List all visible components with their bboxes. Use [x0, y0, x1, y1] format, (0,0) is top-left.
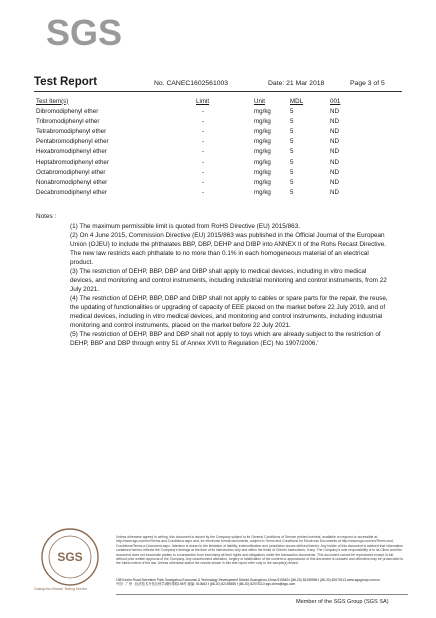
result-cell: ND [330, 117, 339, 125]
column-header-unit: Unit [254, 97, 266, 105]
unit-cell: mg/kg [254, 117, 271, 125]
result-cell: ND [330, 127, 339, 135]
unit-cell: mg/kg [254, 168, 271, 176]
test-item-cell: Dibromodiphenyl ether [36, 107, 99, 115]
column-header-mdl: MDL [290, 97, 304, 105]
test-item-cell: Octabromodiphenyl ether [36, 168, 106, 176]
limit-cell: - [202, 158, 205, 166]
table-row [36, 106, 370, 116]
footer-address [116, 578, 404, 587]
column-header-limit: Limit [196, 97, 210, 105]
table-row [36, 188, 370, 198]
limit-cell: - [202, 138, 205, 146]
limit-cell: - [202, 168, 205, 176]
limit-cell: - [202, 127, 205, 135]
result-cell: ND [330, 168, 339, 176]
result-cell: ND [330, 107, 339, 115]
svg-text:SGS: SGS [57, 550, 83, 564]
results-table [36, 96, 370, 198]
column-header-sample-001: 001 [330, 97, 341, 105]
test-item-cell: Tribromodiphenyl ether [36, 117, 100, 125]
footer-address-chinese: 中国 · 广州 · 经济技术开发区科学城科珠路198号 邮编: 510663 t (86-20) 82155555 f (86-20) 82075113 sgs.china@sgs.com [116, 582, 296, 587]
test-item-cell: Hexabromodiphenyl ether [36, 148, 107, 156]
table-row [36, 137, 370, 147]
table-row [36, 126, 370, 136]
company-seal [40, 527, 100, 587]
unit-cell: mg/kg [254, 138, 271, 146]
mdl-cell: 5 [290, 158, 294, 166]
mdl-cell: 5 [290, 178, 294, 186]
mdl-cell: 5 [290, 107, 294, 115]
unit-cell: mg/kg [254, 189, 271, 197]
limit-cell: - [202, 107, 205, 115]
page-number: Page 3 of 5 [350, 80, 385, 87]
test-item-cell: Heptabromodiphenyl ether [36, 158, 109, 166]
report-date: Date: 21 Mar 2018 [268, 80, 325, 87]
limit-cell: - [202, 148, 205, 156]
footer-address-english: 198 Kezhu Road,Scientech Park Guangzhou Economic & Technology Development District,Guangzhou,China 510663 t (86-20) 82155555 f (86-20) 82075113 www.sgsgroup.com.cn [116, 578, 380, 582]
notes-list [70, 222, 388, 348]
sgs-member-text: Member of the SGS Group (SGS SA) [296, 599, 389, 605]
mdl-cell: 5 [290, 148, 294, 156]
report-number: No. CANEC1602561003 [154, 80, 229, 87]
unit-cell: mg/kg [254, 158, 271, 166]
svg-text:SGS: SGS [45, 12, 123, 53]
note-item: (1) The maximum permissible limit is quoted from RoHS Directive (EU) 2015/863. [70, 223, 301, 230]
footer-divider [116, 594, 408, 595]
note-item: (5) The restriction of DEHP, BBP and DBP shall not apply to toys which are already subject to the restriction of DEHP, BBP and DBP through entry 51 of Annex XVII to Regulation (EC) No 1907/2006.' [70, 331, 381, 347]
mdl-cell: 5 [290, 127, 294, 135]
unit-cell: mg/kg [254, 107, 271, 115]
column-header-test-item: Test Item(s) [36, 97, 69, 105]
unit-cell: mg/kg [254, 148, 271, 156]
sgs-logo [45, 12, 123, 53]
note-item: (3) The restriction of DEHP, BBP, DBP and DIBP shall apply to medical devices, including in vitro medical devices, and monitoring and control instruments, including industrial monitoring and control instruments, from 22 July 2021. [70, 268, 387, 293]
report-title: Test Report [34, 76, 98, 88]
mdl-cell: 5 [290, 168, 294, 176]
unit-cell: mg/kg [254, 178, 271, 186]
table-row [36, 116, 370, 126]
mdl-cell: 5 [290, 117, 294, 125]
limit-cell: - [202, 189, 205, 197]
note-item: (2) On 4 June 2015, Commission Directive (EU) 2015/863 was published in the Official Journal of the European Union (OJEU) to include the phthalates BBP, DBP, DEHP and DIBP into ANNEX II of the Rohs Recast Directive. The new law restricts each phthalate to no more than 0.1% in each homogeneous material of an electrical product. [70, 232, 387, 266]
notes-label: Notes : [36, 213, 57, 220]
test-item-cell: Decabromodiphenyl ether [36, 189, 107, 197]
result-cell: ND [330, 148, 339, 156]
table-row [36, 167, 370, 177]
footer-disclaimer: Unless otherwise agreed in writing, this document is issued by the Company subject to its General Conditions of Service printed overleaf, available on request or accessible at http://www.sgs.com/en/Terms-and-Conditions.aspx and, for electronic format documents, subject to Terms and Conditions for Electronic Documents at http://www.sgs.com/en/Terms-and-Conditions/Terms-e-Document.aspx. Attention is drawn to the limitation of liability, indemnification and jurisdiction issues defined therein. Any holder of this document is advised that information contained hereon reflects the Company's findings at the time of its intervention only and within the limits of Client's instructions, if any. The Company's sole responsibility is to its Client and this document does not exonerate parties to a transaction from exercising all their rights and obligations under the transaction documents. This document cannot be reproduced except in full, without prior written approval of the Company. Any unauthorized alteration, forgery or falsification of the content or appearance of this document is unlawful and offenders may be prosecuted to the fullest extent of the law. Unless otherwise stated the results shown in this test report refer only to the sample(s) tested. [116, 535, 404, 566]
table-header-row [36, 96, 370, 106]
limit-cell: - [202, 117, 205, 125]
result-cell: ND [330, 138, 339, 146]
result-cell: ND [330, 178, 339, 186]
result-cell: ND [330, 189, 339, 197]
mdl-cell: 5 [290, 189, 294, 197]
table-row [36, 147, 370, 157]
result-cell: ND [330, 158, 339, 166]
seal-caption: Guangzhou Branch Testing Service [34, 587, 88, 591]
test-item-cell: Pentabromodiphenyl ether [36, 138, 109, 146]
header-divider [34, 91, 402, 92]
note-item: (4) The restriction of DEHP, BBP, DBP and DIBP shall not apply to cables or spare parts for the repair, the reuse, the updating of functionalities or upgrading of capacity of EEE placed on the market before 22 July 2019, and of medical devices, including in vitro medical devices, and monitoring and control instruments, including industrial monitoring and control instruments, placed on the market before 22 July 2021. [70, 295, 388, 329]
unit-cell: mg/kg [254, 127, 271, 135]
table-row [36, 157, 370, 167]
test-item-cell: Tetrabromodiphenyl ether [36, 127, 107, 135]
limit-cell: - [202, 178, 205, 186]
mdl-cell: 5 [290, 138, 294, 146]
test-item-cell: Nonabromodiphenyl ether [36, 178, 108, 186]
table-row [36, 177, 370, 187]
